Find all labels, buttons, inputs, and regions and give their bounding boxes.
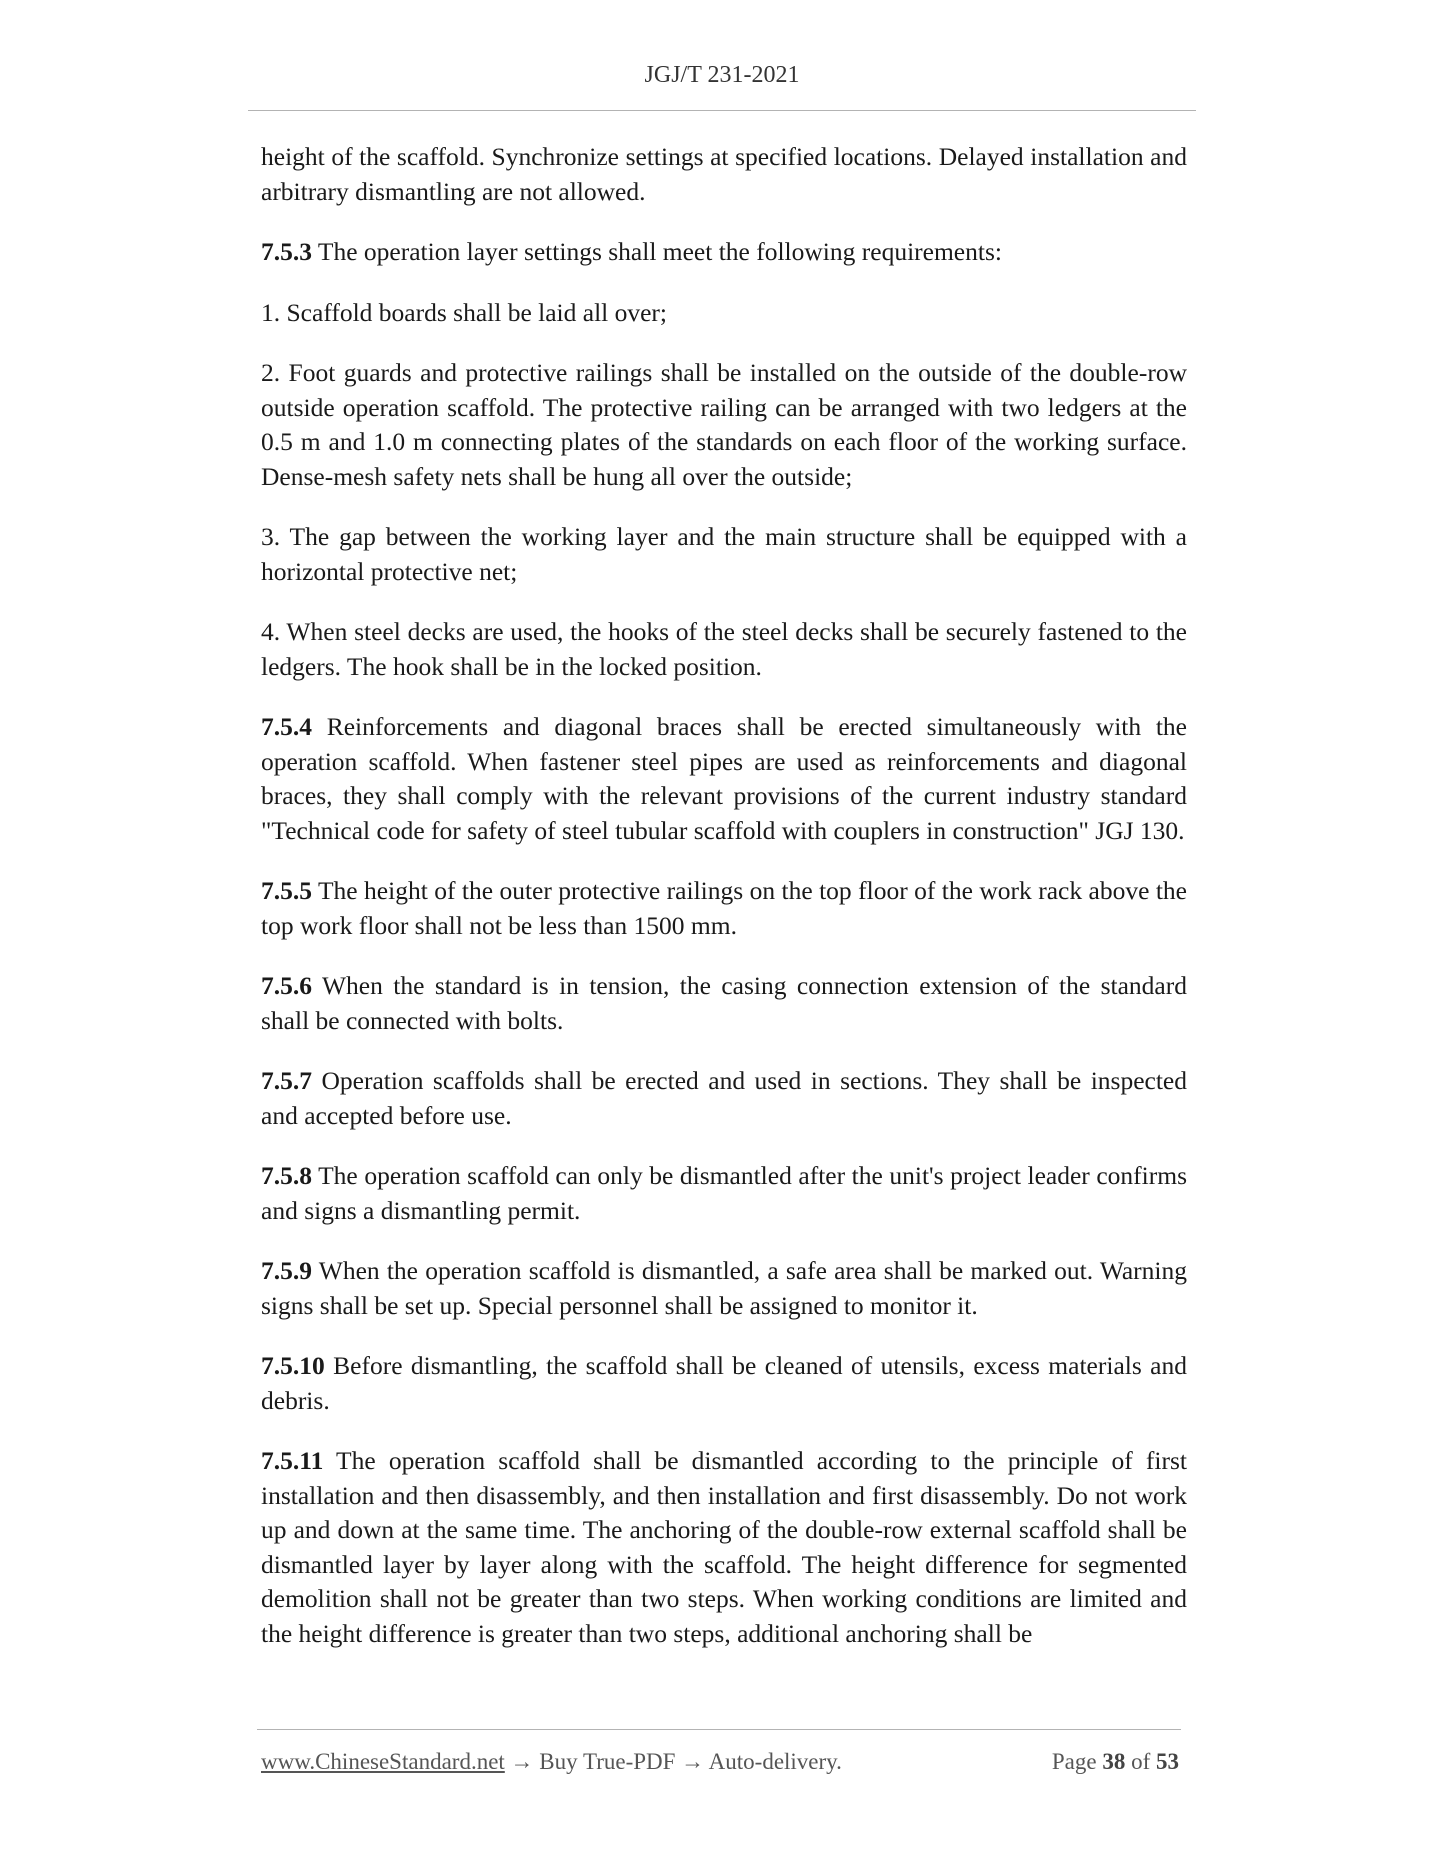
paragraph-continuation: height of the scaffold. Synchronize settings at specified locations. Delayed installation and arbitrary dismantling are not allowed. xyxy=(261,142,1187,206)
footer-promo-text: → Buy True-PDF → Auto-delivery. xyxy=(504,1749,842,1774)
clause-number: 7.5.8 xyxy=(261,1161,312,1190)
clause-7-5-8 xyxy=(261,1159,1187,1228)
clause-7-5-11 xyxy=(261,1444,1187,1651)
page-of-label: of xyxy=(1125,1749,1156,1774)
clause-text: The height of the outer protective railings on the top floor of the work rack above the top work floor shall not be less than 1500 mm. xyxy=(261,876,1187,940)
page-label: Page xyxy=(1051,1749,1103,1774)
clause-text: The operation scaffold shall be dismantled according to the principle of first installation and then disassembly, and then installation and first disassembly. Do not work up and down at the same time. The anchoring of the double-row external scaffold shall be dismantled layer by layer along with the scaffold. The height difference for segmented demolition shall not be greater than two steps. When working conditions are limited and the height difference is greater than two steps, additional anchoring shall be xyxy=(261,1446,1187,1648)
clause-text: Before dismantling, the scaffold shall be cleaned of utensils, excess materials and debris. xyxy=(261,1351,1187,1415)
clause-number: 7.5.11 xyxy=(261,1446,324,1475)
clause-text: Operation scaffolds shall be erected and used in sections. They shall be inspected and accepted before use. xyxy=(261,1066,1187,1130)
list-item-4: 4. When steel decks are used, the hooks of the steel decks shall be securely fastened to the ledgers. The hook shall be in the locked position. xyxy=(261,617,1187,681)
clause-text: The operation scaffold can only be dismantled after the unit's project leader confirms and signs a dismantling permit. xyxy=(261,1161,1187,1225)
clause-7-5-3 xyxy=(261,235,1187,270)
clause-7-5-4 xyxy=(261,710,1187,848)
page-total: 53 xyxy=(1156,1749,1179,1774)
header-divider xyxy=(248,110,1196,111)
clause-number: 7.5.3 xyxy=(261,237,312,266)
clause-7-5-9 xyxy=(261,1254,1187,1323)
clause-text: When the operation scaffold is dismantled, a safe area shall be marked out. Warning signs shall be set up. Special personnel shall be assigned to monitor it. xyxy=(261,1256,1187,1320)
page-header-standard-code: JGJ/T 231-2021 xyxy=(644,62,800,88)
clause-text: Reinforcements and diagonal braces shall be erected simultaneously with the operation scaffold. When fastener steel pipes are used as reinforcements and diagonal braces, they shall comply with the relevant provisions of the current industry standard "Technical code for safety of steel tubular scaffold with couplers in construction" JGJ 130. xyxy=(261,712,1187,845)
clause-number: 7.5.9 xyxy=(261,1256,312,1285)
clause-number: 7.5.4 xyxy=(261,712,312,741)
list-item-3: 3. The gap between the working layer and the main structure shall be equipped with a horizontal protective net; xyxy=(261,522,1187,586)
footer-divider xyxy=(257,1729,1181,1730)
clause-number: 7.5.7 xyxy=(261,1066,312,1095)
clause-text: When the standard is in tension, the casing connection extension of the standard shall be connected with bolts. xyxy=(261,971,1187,1035)
clause-number: 7.5.10 xyxy=(261,1351,325,1380)
clause-number: 7.5.6 xyxy=(261,971,312,1000)
page-current: 38 xyxy=(1102,1749,1126,1774)
clause-number: 7.5.5 xyxy=(261,876,312,905)
clause-7-5-6 xyxy=(261,969,1187,1038)
page-number xyxy=(1052,1749,1179,1775)
clause-text: The operation layer settings shall meet the following requirements: xyxy=(312,237,1002,266)
website-link[interactable]: www.ChineseStandard.net xyxy=(261,1749,505,1774)
document-body xyxy=(261,140,1187,1651)
list-item-2: 2. Foot guards and protective railings shall be installed on the outside of the double-row outside operation scaffold. The protective railing can be arranged with two ledgers at the 0.5 m and 1.0 m connecting plates of the standards on each floor of the working surface. Dense-mesh safety nets shall be hung all over the outside; xyxy=(261,358,1187,491)
clause-7-5-5 xyxy=(261,874,1187,943)
clause-7-5-7 xyxy=(261,1064,1187,1133)
footer-promo xyxy=(261,1749,842,1775)
list-item-1: 1. Scaffold boards shall be laid all over; xyxy=(261,297,668,327)
clause-7-5-10 xyxy=(261,1349,1187,1418)
